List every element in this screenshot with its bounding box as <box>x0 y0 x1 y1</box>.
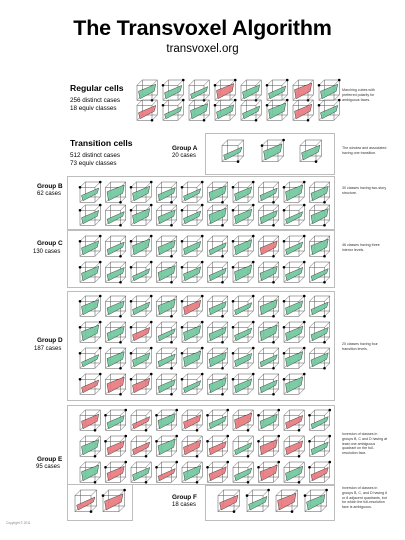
cell-diagram <box>259 374 279 396</box>
cell-diagram <box>208 348 228 370</box>
cell-diagram <box>310 296 330 318</box>
cell-diagram <box>318 99 341 121</box>
cell-diagram <box>130 181 153 203</box>
cell-diagram <box>181 373 204 395</box>
cell-diagram <box>208 262 228 284</box>
cell-diagram <box>79 235 102 257</box>
cell-diagram <box>310 205 330 227</box>
group-a-note: The window and associated having one transition. <box>342 146 387 155</box>
cell-diagram <box>131 462 151 484</box>
cell-diagram <box>284 436 304 458</box>
group-b-title: Group B <box>37 183 63 190</box>
cell-diagram <box>283 347 306 369</box>
group-b-cases: 62 cases <box>37 191 62 197</box>
group-c-note: 46 classes having three interior levels. <box>342 243 380 252</box>
group-f-cases: 18 cases <box>172 502 197 508</box>
group-d-note: 20 classes having four transition levels. <box>342 342 378 351</box>
cell-diagram <box>233 410 253 432</box>
cell-diagram <box>293 100 313 122</box>
cell-diagram <box>157 296 177 318</box>
cell-diagram <box>157 374 177 396</box>
cell-diagram <box>283 373 306 395</box>
cell-diagram <box>131 410 151 432</box>
cell-diagram <box>257 435 280 457</box>
cell-diagram <box>222 140 244 163</box>
regular-cells-title: Regular cells <box>70 83 124 93</box>
cell-diagram <box>162 99 185 121</box>
cell-diagram <box>233 462 253 484</box>
cell-diagram <box>232 235 255 257</box>
cell-diagram <box>241 80 261 102</box>
cell-diagram <box>137 80 157 102</box>
cell-diagram <box>232 321 255 343</box>
cell-diagram <box>157 262 177 284</box>
cell-diagram <box>106 348 126 370</box>
cell-diagram <box>130 347 153 369</box>
group-e-note: Inversion of classes in groups B, C and D having at least one ambiguous quadrant on the full-resolution face. <box>342 432 388 456</box>
cell-diagram <box>157 348 177 370</box>
cell-diagram <box>283 295 306 317</box>
cell-diagram <box>80 436 100 458</box>
cell-diagram <box>80 462 100 484</box>
cell-diagram <box>106 236 126 258</box>
cell-diagram <box>241 100 261 122</box>
cell-diagram <box>106 262 126 284</box>
cell-diagram <box>157 236 177 258</box>
group-b-note: 30 classes having two-story structure. <box>342 186 387 195</box>
cell-diagram <box>206 461 229 483</box>
cell-diagram <box>283 321 306 343</box>
cell-diagram <box>218 490 240 513</box>
cell-diagram <box>259 236 279 258</box>
cell-diagram <box>79 261 102 283</box>
cell-diagram <box>106 322 126 344</box>
cell-diagram <box>182 436 202 458</box>
cell-diagram <box>157 182 177 204</box>
cell-diagram <box>259 348 279 370</box>
cell-diagram <box>181 321 204 343</box>
cell-diagram <box>310 182 330 204</box>
cell-diagram <box>79 321 102 343</box>
cell-diagram <box>79 295 102 317</box>
cell-diagram <box>310 236 330 258</box>
cell-diagram <box>208 322 228 344</box>
cell-diagram <box>233 436 253 458</box>
cell-diagram <box>266 99 289 121</box>
cell-diagram <box>232 295 255 317</box>
cell-diagram <box>157 205 177 227</box>
cell-diagram <box>206 409 229 431</box>
cell-diagram <box>79 347 102 369</box>
group-e-title: Group E <box>37 456 63 463</box>
cell-diagram <box>318 79 341 101</box>
group-c-cases: 130 cases <box>33 249 61 255</box>
cell-diagram <box>102 489 126 512</box>
group-f-title: Group F <box>172 494 197 501</box>
cell-diagram <box>75 490 97 513</box>
cell-diagram <box>304 489 328 512</box>
cell-diagram <box>232 373 255 395</box>
cell-diagram <box>130 373 153 395</box>
cell-diagram <box>181 235 204 257</box>
cell-diagram <box>214 79 237 101</box>
cell-diagram <box>181 347 204 369</box>
cell-diagram <box>283 181 306 203</box>
cell-diagram <box>284 462 304 484</box>
cell-diagram <box>106 205 126 227</box>
cell-diagram <box>259 205 279 227</box>
cell-diagram <box>79 181 102 203</box>
cell-diagram <box>208 205 228 227</box>
cell-diagram <box>104 435 127 457</box>
cell-diagram <box>310 262 330 284</box>
page-url[interactable]: transvoxel.org <box>166 43 239 55</box>
page-title: The Transvoxel Algorithm <box>73 16 332 40</box>
cell-diagram <box>189 80 209 102</box>
cell-diagram <box>208 236 228 258</box>
group-a-title: Group A <box>172 145 198 152</box>
transition-cells-distinct: 512 distinct cases <box>70 152 121 159</box>
cell-diagram <box>232 261 255 283</box>
cell-diagram <box>300 140 322 163</box>
cell-diagram <box>266 79 289 101</box>
cell-diagram <box>130 321 153 343</box>
cell-diagram <box>181 295 204 317</box>
cell-diagram <box>130 295 153 317</box>
cell-diagram <box>155 461 178 483</box>
cell-diagram <box>257 409 280 431</box>
cell-diagram <box>208 374 228 396</box>
cell-diagram <box>308 409 331 431</box>
cell-diagram <box>155 409 178 431</box>
cell-diagram <box>106 182 126 204</box>
cell-diagram <box>259 296 279 318</box>
cell-diagram <box>310 322 330 344</box>
group-c-title: Group C <box>37 240 63 247</box>
cell-diagram <box>257 461 280 483</box>
cell-diagram <box>162 79 185 101</box>
cell-diagram <box>310 348 330 370</box>
copyright: Copyright © 2011 <box>6 521 31 525</box>
cell-diagram <box>232 181 255 203</box>
cell-diagram <box>259 262 279 284</box>
cell-diagram <box>137 100 157 122</box>
transition-cells-title: Transition cells <box>70 138 133 148</box>
cell-diagram <box>79 373 102 395</box>
cell-diagram <box>181 204 204 226</box>
cell-diagram <box>293 80 313 102</box>
cell-diagram <box>283 235 306 257</box>
cell-diagram <box>259 182 279 204</box>
cell-diagram <box>157 322 177 344</box>
group-a-cases: 20 cases <box>172 153 197 159</box>
cell-diagram <box>246 489 270 512</box>
regular-cells-equiv: 18 equiv classes <box>70 105 117 112</box>
cell-diagram <box>181 181 204 203</box>
cell-diagram <box>214 99 237 121</box>
cell-diagram <box>106 374 126 396</box>
cell-diagram <box>130 261 153 283</box>
cell-diagram <box>308 461 331 483</box>
cell-diagram <box>189 100 209 122</box>
cell-diagram <box>104 409 127 431</box>
cell-diagram <box>283 204 306 226</box>
cell-diagram <box>79 204 102 226</box>
cell-diagram <box>131 436 151 458</box>
cell-diagram <box>208 182 228 204</box>
cell-diagram <box>232 204 255 226</box>
cell-diagram <box>232 347 255 369</box>
cell-diagram <box>308 435 331 457</box>
cell-diagram <box>206 435 229 457</box>
cell-diagram <box>208 296 228 318</box>
cell-diagram <box>284 410 304 432</box>
cell-diagram <box>182 462 202 484</box>
cell-diagram <box>80 410 100 432</box>
cell-diagram <box>182 410 202 432</box>
group-e-cases: 95 cases <box>36 464 61 470</box>
cell-diagram <box>181 261 204 283</box>
cell-diagram <box>261 139 285 162</box>
group-f-note: Inversion of classes in groups B, C, and D having 6 or 8 adjacent quadrants, but for which the full-resolution face is ambiguous. <box>342 486 388 510</box>
cell-diagram <box>283 261 306 283</box>
cell-diagram <box>259 322 279 344</box>
cell-diagram <box>155 435 178 457</box>
cell-diagram <box>276 490 298 513</box>
cell-diagram <box>104 461 127 483</box>
cell-diagram <box>130 235 153 257</box>
cell-diagram <box>130 204 153 226</box>
regular-cells-distinct: 256 distinct cases <box>70 97 121 104</box>
cell-diagram <box>106 296 126 318</box>
group-d-title: Group D <box>37 337 63 344</box>
transition-cells-equiv: 73 equiv classes <box>70 160 117 167</box>
regular-cells-note: Marching cubes with preferred polarity for ambiguous faces. <box>342 88 375 102</box>
group-d-cases: 187 cases <box>34 346 62 352</box>
